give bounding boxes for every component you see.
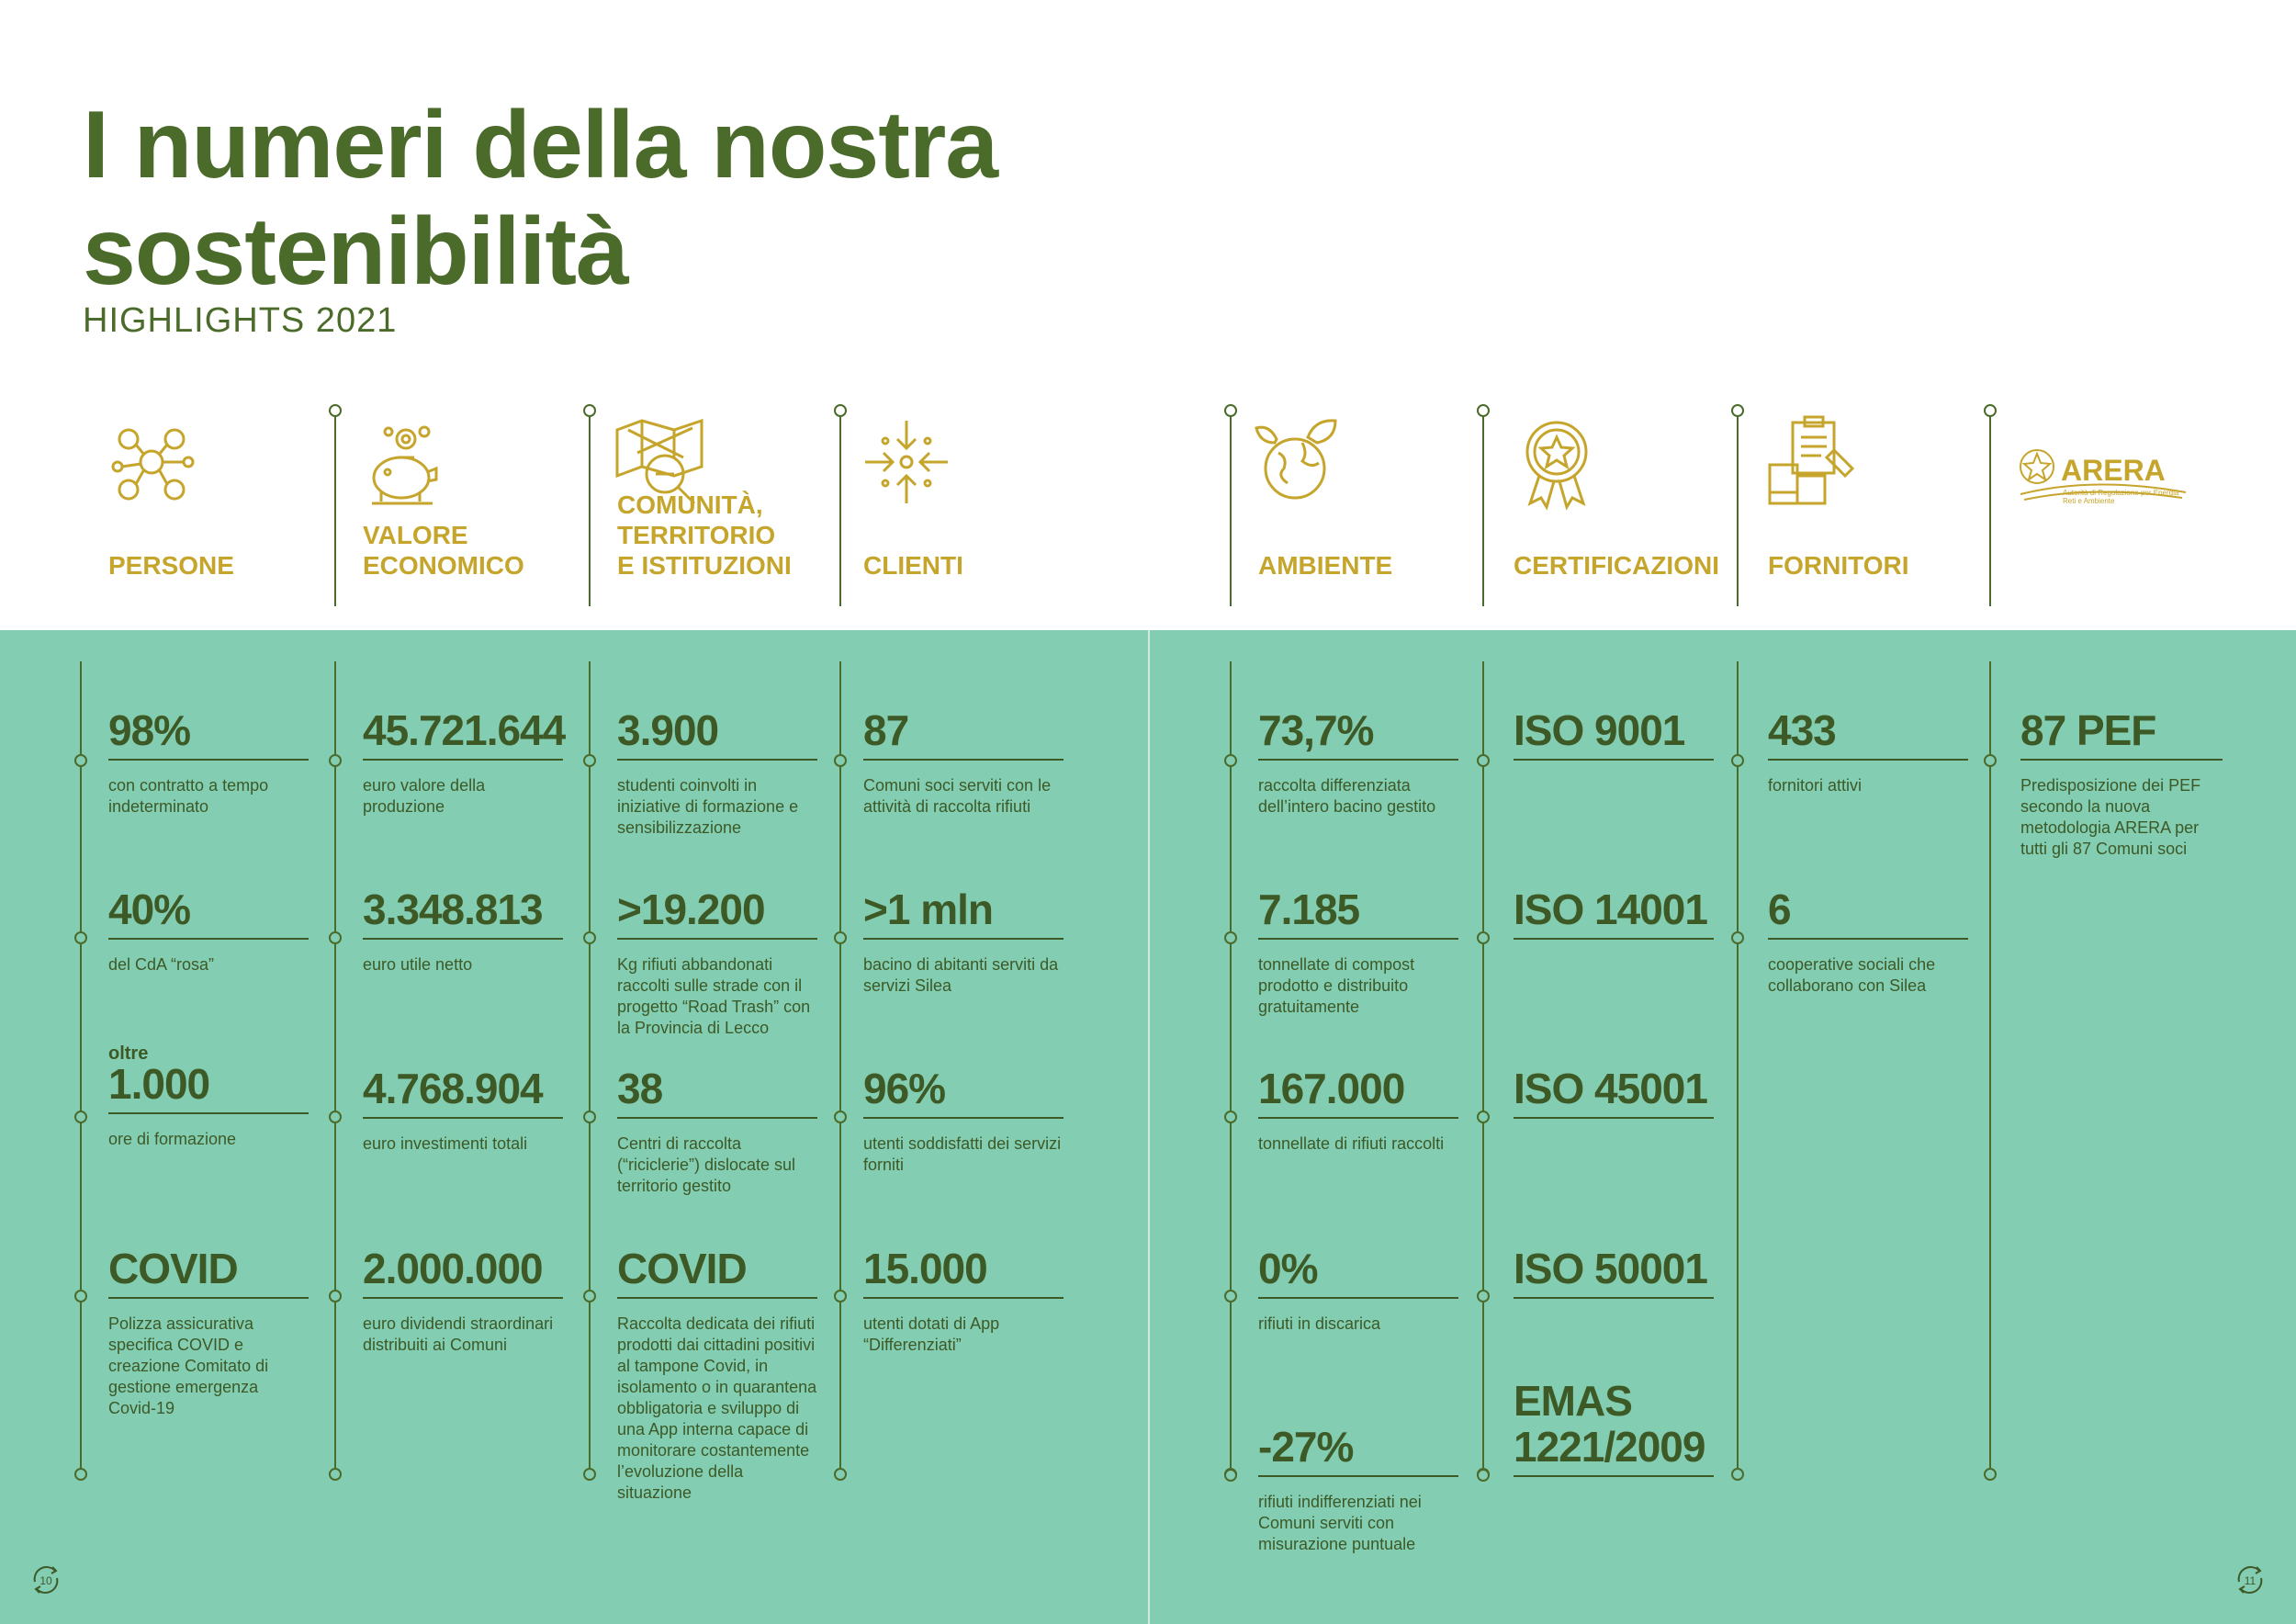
timeline-dot xyxy=(1477,1290,1490,1303)
category-label: PERSONE xyxy=(108,551,234,580)
stat-value: COVID xyxy=(108,1246,309,1299)
stat-value: 3.348.813 xyxy=(363,886,563,940)
timeline-dot xyxy=(583,931,596,944)
stat-value: COVID xyxy=(617,1246,817,1299)
timeline-dot xyxy=(834,931,847,944)
header-divider-dot xyxy=(1477,404,1490,417)
timeline-dot xyxy=(1477,1469,1490,1482)
stat-description: Comuni soci serviti con le attività di raccolta rifiuti xyxy=(863,776,1052,816)
header-divider-dot xyxy=(583,404,596,417)
column-timeline-line xyxy=(334,661,336,1474)
award-badge-icon xyxy=(1506,412,1607,513)
timeline-dot xyxy=(834,1290,847,1303)
stat-value: 38 xyxy=(617,1066,817,1119)
stat-description: del CdA “rosa” xyxy=(108,955,215,974)
column-timeline-line xyxy=(1230,661,1232,1474)
stat-item xyxy=(863,886,1064,997)
timeline-dot xyxy=(1224,1469,1237,1482)
timeline-dot xyxy=(74,1111,87,1123)
stat-value: >1 mln xyxy=(863,886,1064,940)
header-divider-dot xyxy=(1731,404,1744,417)
stat-description: bacino di abitanti serviti da servizi Silea xyxy=(863,955,1059,995)
stat-description: tonnellate di rifiuti raccolti xyxy=(1258,1134,1445,1153)
stat-value: 6 xyxy=(1768,886,1968,940)
stat-item xyxy=(863,1066,1064,1176)
column-timeline-line xyxy=(80,661,82,1474)
stat-description: euro investimenti totali xyxy=(363,1134,528,1153)
stat-description: euro valore della produzione xyxy=(363,776,486,816)
stat-description: tonnellate di compost prodotto e distribuito gratuitamente xyxy=(1258,955,1415,1016)
stat-value: 433 xyxy=(1768,707,1968,761)
stat-description: Kg rifiuti abbandonati raccolti sulle strade con il progetto “Road Trash” con la Provincia di Lecco xyxy=(617,955,811,1037)
header-divider-line xyxy=(1737,413,1739,606)
timeline-dot xyxy=(1224,754,1237,767)
stat-item xyxy=(2020,707,2223,860)
timeline-dot xyxy=(1731,754,1744,767)
stat-value: 73,7% xyxy=(1258,707,1458,761)
timeline-dot xyxy=(1224,931,1237,944)
stat-value: 40% xyxy=(108,886,309,940)
stat-item xyxy=(863,1246,1064,1356)
header-divider-dot xyxy=(329,404,342,417)
header-divider-line xyxy=(334,413,336,606)
stat-value: ISO 50001 xyxy=(1514,1246,1714,1299)
stat-item xyxy=(1258,707,1458,818)
stat-item xyxy=(108,707,309,818)
header-divider-line xyxy=(589,413,591,606)
stat-description: con contratto a tempo indeterminato xyxy=(108,776,269,816)
timeline-end-dot xyxy=(329,1468,342,1481)
title-line-1: I numeri della nostra xyxy=(83,92,998,198)
stat-item xyxy=(1258,1246,1458,1335)
category-label: COMUNITÀ, TERRITORIO E ISTITUZIONI xyxy=(617,491,792,580)
stat-description: utenti soddisfatti dei servizi forniti xyxy=(863,1134,1062,1174)
stat-item xyxy=(363,1246,563,1356)
page-subtitle: HIGHLIGHTS 2021 xyxy=(83,301,398,340)
stat-description: Raccolta dedicata dei rifiuti prodotti dai cittadini positivi al tampone Covid, in isolamento o in quarantena obbligatoria e sviluppo di una App interna capace di monitorare costantemente l’evoluzione della situazione xyxy=(617,1314,817,1502)
stat-value: 167.000 xyxy=(1258,1066,1458,1119)
arera-logo-text: ARERA xyxy=(2061,454,2166,487)
clipboard-boxes-icon xyxy=(1761,412,1862,513)
category-label: FORNITORI xyxy=(1768,551,1909,580)
stat-value: 96% xyxy=(863,1066,1064,1119)
stat-item xyxy=(363,1066,563,1155)
column-timeline-line xyxy=(1482,661,1484,1474)
stat-item xyxy=(617,707,817,839)
title-line-2: sostenibilità xyxy=(83,198,628,305)
stat-item xyxy=(617,886,817,1039)
stat-description: rifiuti indifferenziati nei Comuni serviti con misurazione puntuale xyxy=(1258,1493,1422,1553)
timeline-dot xyxy=(74,1290,87,1303)
stat-item xyxy=(1514,707,1714,761)
stat-value: 87 PEF xyxy=(2020,707,2223,761)
timeline-dot xyxy=(1731,931,1744,944)
timeline-end-dot xyxy=(1731,1468,1744,1481)
column-timeline-line xyxy=(589,661,591,1474)
column-timeline-line xyxy=(1737,661,1739,1474)
timeline-dot xyxy=(74,754,87,767)
header-divider-dot xyxy=(1984,404,1997,417)
header-divider-line xyxy=(1482,413,1484,606)
timeline-dot xyxy=(74,931,87,944)
page-number-left-text: 10 xyxy=(39,1574,52,1587)
stat-item xyxy=(1768,886,1968,997)
people-network-icon xyxy=(101,412,202,513)
stat-item xyxy=(617,1246,817,1504)
stat-item xyxy=(363,706,566,818)
stat-item xyxy=(108,1043,309,1150)
stat-description: ore di formazione xyxy=(108,1130,237,1148)
page-number-right-text: 11 xyxy=(2244,1574,2257,1587)
timeline-dot xyxy=(1224,1111,1237,1123)
timeline-end-dot xyxy=(583,1468,596,1481)
globe-leaves-icon xyxy=(1251,412,1352,513)
timeline-dot xyxy=(834,1111,847,1123)
category-label: VALORE ECONOMICO xyxy=(363,521,524,580)
converging-arrows-icon xyxy=(856,412,957,513)
timeline-dot xyxy=(329,1111,342,1123)
stat-item xyxy=(863,707,1064,818)
stat-description: euro dividendi straordinari distribuiti ai Comuni xyxy=(363,1314,554,1354)
stat-item xyxy=(1514,1246,1714,1299)
recycle-arrows-icon xyxy=(28,1562,64,1598)
stat-item xyxy=(1768,707,1968,796)
stat-description: Centri di raccolta (“riciclerie”) dislocate sul territorio gestito xyxy=(617,1134,796,1195)
stat-value: 2.000.000 xyxy=(363,1246,563,1299)
timeline-dot xyxy=(583,1290,596,1303)
stat-description: Polizza assicurativa specifica COVID e creazione Comitato di gestione emergenza Covid-19 xyxy=(108,1314,269,1417)
category-label: AMBIENTE xyxy=(1258,551,1393,580)
stat-description: euro utile netto xyxy=(363,955,473,974)
category-label: CLIENTI xyxy=(863,551,963,580)
column-timeline-line xyxy=(1989,661,1991,1474)
stat-value: ISO 14001 xyxy=(1514,886,1714,940)
page-spine xyxy=(1148,630,1150,1624)
stat-item xyxy=(1514,886,1714,940)
stat-item xyxy=(1258,1424,1458,1555)
timeline-dot xyxy=(1477,931,1490,944)
stat-description: Predisposizione dei PEF secondo la nuova metodologia ARERA per tutti gli 87 Comuni soci xyxy=(2020,776,2201,858)
stat-value: 87 xyxy=(863,707,1064,761)
stat-item xyxy=(363,886,563,976)
stat-value: 1.000 xyxy=(108,1061,309,1114)
stat-item xyxy=(108,1246,309,1419)
timeline-dot xyxy=(1477,754,1490,767)
timeline-dot xyxy=(1984,754,1997,767)
header-divider-line xyxy=(1230,413,1232,606)
category-label: CERTIFICAZIONI xyxy=(1514,551,1719,580)
timeline-dot xyxy=(834,754,847,767)
stat-value: 15.000 xyxy=(863,1246,1064,1299)
stat-value: 0% xyxy=(1258,1246,1458,1299)
timeline-end-dot xyxy=(834,1468,847,1481)
column-timeline-line xyxy=(839,661,841,1474)
stat-value: 45.721.644 xyxy=(363,707,563,761)
stat-prefix: oltre xyxy=(108,1043,149,1064)
stat-value: ISO 45001 xyxy=(1514,1066,1714,1119)
stat-item xyxy=(617,1066,817,1197)
header-divider-dot xyxy=(834,404,847,417)
stat-item xyxy=(1514,1066,1714,1119)
stat-description: studenti coinvolti in iniziative di formazione e sensibilizzazione xyxy=(617,776,799,837)
timeline-dot xyxy=(329,1290,342,1303)
timeline-dot xyxy=(329,754,342,767)
stat-value: >19.200 xyxy=(617,886,817,940)
timeline-dot xyxy=(583,754,596,767)
stat-value: 3.900 xyxy=(617,707,817,761)
stat-item xyxy=(1258,1066,1458,1155)
recycle-arrows-icon xyxy=(2232,1562,2268,1598)
stat-description: fornitori attivi xyxy=(1768,776,1863,795)
timeline-dot xyxy=(1224,1290,1237,1303)
page-number-right xyxy=(2232,1562,2268,1598)
stat-value: EMAS 1221/2009 xyxy=(1514,1378,1714,1477)
stat-description: rifiuti in discarica xyxy=(1258,1314,1381,1333)
stat-description: cooperative sociali che collaborano con Silea xyxy=(1768,955,1936,995)
stat-value: -27% xyxy=(1258,1424,1458,1477)
stat-item xyxy=(1258,886,1458,1018)
stat-value: ISO 9001 xyxy=(1514,707,1714,761)
arera-logo xyxy=(2011,412,2195,513)
stat-value: 7.185 xyxy=(1258,886,1458,940)
header-divider-line xyxy=(1989,413,1991,606)
header-divider-line xyxy=(839,413,841,606)
timeline-dot xyxy=(329,931,342,944)
page-number-left xyxy=(28,1562,64,1598)
timeline-dot xyxy=(1477,1111,1490,1123)
piggy-bank-icon xyxy=(355,412,456,513)
timeline-dot xyxy=(583,1111,596,1123)
arera-logo-subtitle: Autorità di Regolazione per Energia Reti e Ambiente xyxy=(2063,489,2179,505)
stat-value: 98% xyxy=(108,707,309,761)
timeline-end-dot xyxy=(74,1468,87,1481)
stat-description: raccolta differenziata dell’intero bacino gestito xyxy=(1258,776,1436,816)
stat-description: utenti dotati di App “Differenziati” xyxy=(863,1314,1000,1354)
stat-item xyxy=(1514,1378,1714,1477)
stat-value: 4.768.904 xyxy=(363,1066,563,1119)
timeline-end-dot xyxy=(1984,1468,1997,1481)
page-title xyxy=(83,92,997,305)
stat-item xyxy=(108,886,309,976)
header-divider-dot xyxy=(1224,404,1237,417)
